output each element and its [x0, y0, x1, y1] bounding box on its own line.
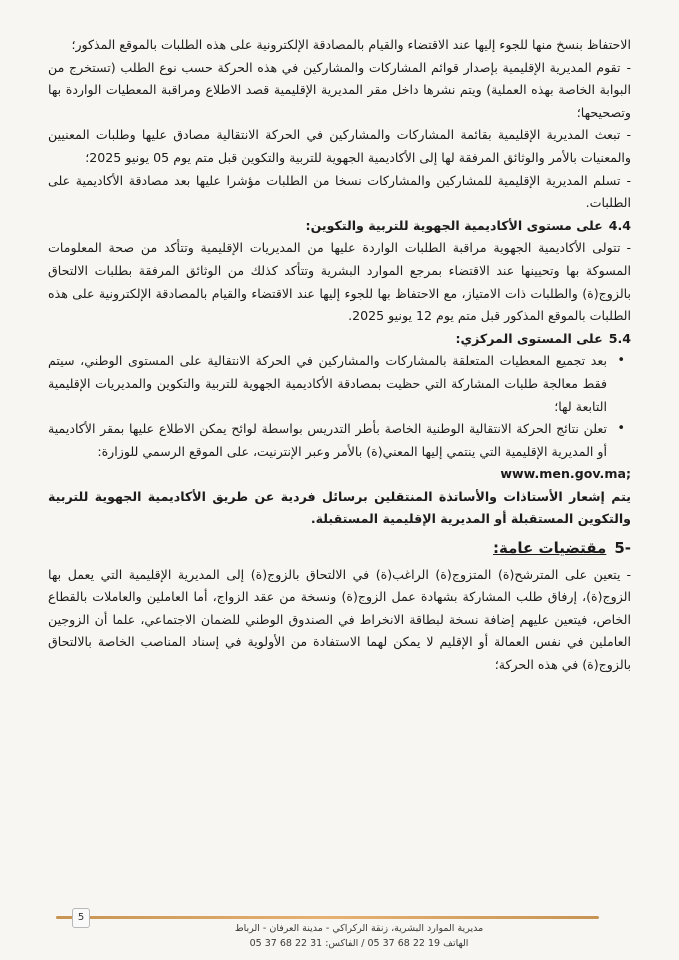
- bullet-item: • بعد تجميع المعطيات المتعلقة بالمشاركات والمشاركين في الحركة الانتقالية على المستوى الوطني، سيتم فقط معالجة طلبات المشاركة التي حظيت بمصادقة الأكاديمية الجهوية للتربية والتكوين والمديريات الإقليمية التابعة لها؛: [48, 350, 631, 418]
- document-body: [48, 34, 631, 677]
- page-number: 5: [72, 908, 90, 928]
- list-item: -تبعث المديرية الإقليمية بقائمة المشاركات والمشاركين في الحركة الانتقالية مصادق عليها وطلبات المعنيين والمعنيات بالأمر والوثائق المرفقة لها إلى الأكاديمية الجهوية للتربية والتكوين قبل متم يوم 05 يونيو 2025؛: [48, 127, 631, 165]
- bullet-list: [48, 350, 631, 463]
- bullet-item: • تعلن نتائج الحركة الانتقالية الوطنية الخاصة بأطر التدريس بواسطة لوائح يمكن الاطلاع عليها بمقر الأكاديمية أو المديرية الإقليمية التي ينتمي إليها المعني(ة) بالأمر وعبر الإنترنيت، على الموقع الرسمي للوزارة:: [48, 418, 631, 463]
- list-item: -تتولى الأكاديمية الجهوية مراقبة الطلبات الواردة عليها من المديريات الإقليمية وتتأكد من صحة المعلومات المسوكة بها وتحيينها عند الاقتضاء بمرجع الموارد البشرية وتتأكد كذلك من الوثائق المرفقة بطلبات الالتحاق بالزوج(ة) والطلبات ذات الامتياز، مع الاحتفاظ بها للجوء إليها عند الاقتضاء والقيام بالمصادقة الإلكترونية على هذه الطلبات بالموقع المذكور قبل متم يوم 12 يونيو 2025.: [48, 240, 631, 324]
- section-heading-5-4: 5.4على المستوى المركزي:: [455, 330, 631, 346]
- footer-line-2: الهاتف 19 22 68 37 05 / الفاكس: 31 22 68 37 05: [249, 938, 469, 949]
- notification-paragraph: يتم إشعار الأستاذات والأساتذة المنتقلين برسائل فردية عن طريق الأكاديمية الجهوية للتربية والتكوين المستقبلة أو المديرية الإقليمية المستقبلة.: [48, 488, 631, 527]
- footer-address: [159, 921, 559, 951]
- ministry-website: www.men.gov.ma;: [500, 466, 631, 482]
- footer-divider: [56, 916, 599, 919]
- footer-line-1: مديرية الموارد البشرية، زنقة الركراكي - مدينة العرفان - الرباط: [234, 923, 484, 934]
- list-item: -تسلم المديرية الإقليمية للمشاركين والمشاركات نسخا من الطلبات مؤشرا عليها بعد مصادقة الأكاديمية على الطلبات.: [48, 172, 631, 211]
- section-heading-4-4: 4.4على مستوى الأكاديمية الجهوية للتربية والتكوين:: [305, 217, 631, 233]
- section-heading-5: -5مقتضيات عامة:: [493, 539, 631, 558]
- list-item: -يتعين على المترشح(ة) المتزوج(ة) الراغب(ة) في الالتحاق بالزوج(ة) إلى المديرية الإقليمية التي يعمل بها الزوج(ة)، إرفاق طلب المشاركة بشهادة عمل الزوج(ة) ونسخة من عقد الزواج، أما العاملين والعاملات بالقطاع الخاص، فيتعين عليهم إضافة نسخة لبطاقة الانخراط في الصندوق الوطني للضمان الاجتماعي، علما أن الزوجين العاملين في نفس العمالة أو الإقليم لا يمكن لهما الاستفادة من الأولوية في إسناد المناصب الخاصة بالالتحاق بالزوج(ة) في هذه الحركة؛: [48, 566, 631, 673]
- intro-paragraph: الاحتفاظ بنسخ منها للجوء إليها عند الاقتضاء والقيام بالمصادقة الإلكترونية على هذه الطلبات بالموقع المذكور؛: [71, 37, 631, 52]
- list-item: -تقوم المديرية الإقليمية بإصدار قوائم المشاركات والمشاركين في هذه الحركة حسب نوع الطلب (تستخرج من البوابة الخاصة بهذه العملية) ويتم نشرها داخل مقر المديرية الإقليمية قصد الاطلاع ومراقبة المعطيات الواردة بها وتصحيحها؛: [48, 59, 631, 120]
